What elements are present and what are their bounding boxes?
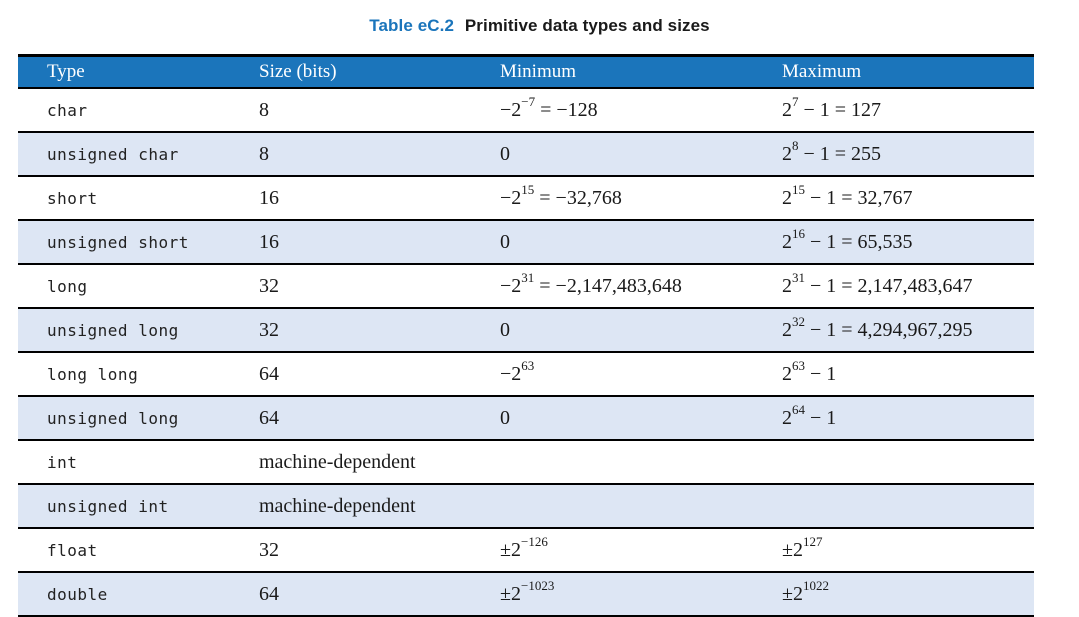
header-minimum: Minimum	[500, 61, 577, 82]
cell-type: int	[47, 452, 78, 472]
cell-size: 16	[259, 230, 279, 253]
cell-type: unsigned char	[47, 144, 179, 164]
table-row	[18, 485, 1034, 529]
cell-size: machine-dependent	[259, 494, 416, 517]
table-row	[18, 529, 1034, 573]
table-title: Primitive data types and sizes	[464, 16, 710, 35]
cell-size: 64	[259, 362, 279, 385]
table-number: Table eC.2	[369, 16, 455, 35]
cell-type: double	[47, 584, 108, 604]
cell-maximum: $2^{31} - 1 = 2,147,483,647$	[782, 269, 973, 297]
table-row	[18, 133, 1034, 177]
cell-minimum: 0	[500, 142, 510, 165]
cell-minimum: $-2^{63}$	[500, 357, 535, 385]
cell-minimum: 0	[500, 406, 510, 429]
cell-minimum: $-2^{31} = -2,147,483,648$	[500, 269, 682, 297]
table-row	[18, 397, 1034, 441]
cell-size: 16	[259, 186, 279, 209]
table-row	[18, 573, 1034, 617]
cell-maximum: $\pm 2^{127}$	[782, 533, 823, 561]
cell-maximum: $2^{63} - 1$	[782, 357, 837, 385]
cell-maximum: $\pm 2^{1022}$	[782, 577, 829, 605]
cell-size: 32	[259, 538, 279, 561]
cell-minimum: $\pm 2^{-126}$	[500, 533, 548, 561]
table-row	[18, 89, 1034, 133]
cell-size: 32	[259, 274, 279, 297]
cell-minimum: 0	[500, 318, 510, 341]
cell-type: float	[47, 540, 98, 560]
table-row	[18, 177, 1034, 221]
cell-maximum: $2^{16} - 1 = 65,535$	[782, 225, 913, 253]
cell-size: 8	[259, 142, 269, 165]
cell-size: 64	[259, 582, 279, 605]
table-row	[18, 265, 1034, 309]
table-header-row	[18, 57, 1034, 89]
table-row	[18, 309, 1034, 353]
cell-size: 32	[259, 318, 279, 341]
cell-minimum: 0	[500, 230, 510, 253]
cell-type: long long	[47, 364, 139, 384]
table-row	[18, 221, 1034, 265]
cell-maximum: $2^{32} - 1 = 4,294,967,295$	[782, 313, 973, 341]
cell-type: unsigned long	[47, 320, 179, 340]
cell-maximum: $2^{64} - 1$	[782, 401, 837, 429]
table-row	[18, 441, 1034, 485]
cell-type: unsigned short	[47, 232, 189, 252]
table-caption	[0, 16, 1079, 36]
cell-type: short	[47, 188, 98, 208]
table-row	[18, 353, 1034, 397]
cell-minimum: $\pm 2^{-1023}$	[500, 577, 555, 605]
cell-type: char	[47, 100, 88, 120]
cell-size: 64	[259, 406, 279, 429]
cell-type: unsigned int	[47, 496, 169, 516]
cell-type: unsigned long	[47, 408, 179, 428]
cell-maximum: $2^8 - 1 = 255$	[782, 137, 882, 165]
cell-size: 8	[259, 98, 269, 121]
cell-minimum: $-2^{15} = -32,768$	[500, 181, 622, 209]
data-types-table	[18, 54, 1034, 617]
cell-size: machine-dependent	[259, 450, 416, 473]
cell-minimum: $-2^{-7} = -128$	[500, 93, 598, 121]
header-maximum: Maximum	[782, 61, 862, 82]
cell-maximum: $2^7 - 1 = 127$	[782, 93, 882, 121]
header-size: Size (bits)	[259, 61, 337, 82]
cell-maximum: $2^{15} - 1 = 32,767$	[782, 181, 913, 209]
cell-type: long	[47, 276, 88, 296]
header-type: Type	[47, 61, 85, 82]
